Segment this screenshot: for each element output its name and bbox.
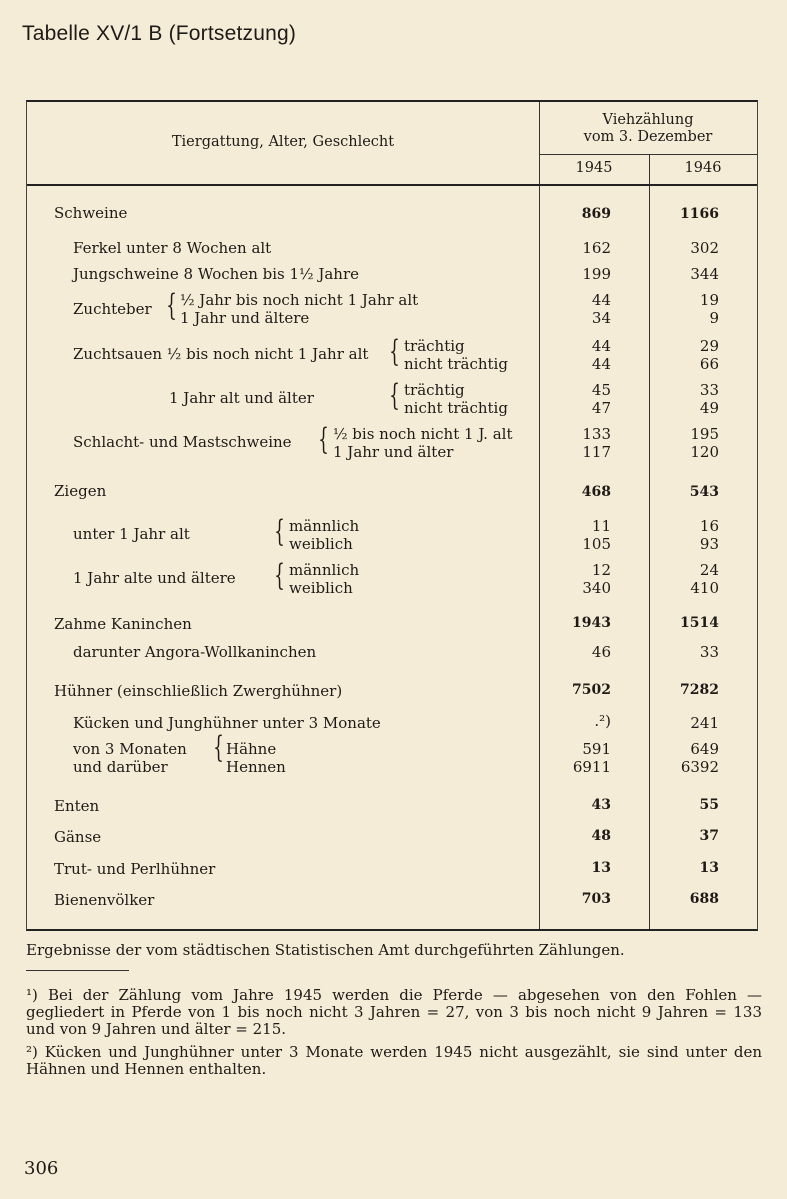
sub-label: nicht trächtig	[404, 399, 508, 417]
value-1945: 47	[591, 399, 611, 417]
header-group-line1: Viehzählung	[602, 112, 694, 128]
value-1946: 302	[690, 239, 719, 257]
value-1946: 16	[699, 517, 719, 535]
footnote-1	[26, 987, 762, 1038]
sub-label: weiblich	[289, 579, 353, 597]
footnote-2	[26, 1044, 762, 1078]
value-1946: 120	[690, 443, 719, 461]
source-note: Ergebnisse der vom städtischen Statistischen Amt durchgeführten Zählungen.	[26, 941, 625, 959]
value-1945: 44	[591, 291, 611, 309]
value-1946: 55	[699, 797, 719, 813]
sub-label: männlich	[289, 517, 360, 535]
header-year-1946: 1946	[684, 160, 722, 176]
brace-icon: {	[213, 730, 224, 765]
value-1946: 543	[689, 484, 719, 500]
value-1945: .²)	[594, 712, 611, 730]
value-1945: 48	[591, 828, 611, 844]
footnote-rule	[26, 970, 129, 971]
footnote-2-text: Kücken und Junghühner unter 3 Monate werden 1945 nicht ausgezählt, sie sind unter den Hähnen und Hennen enthalten.	[26, 1043, 762, 1078]
row-label-enten: Enten	[54, 797, 100, 815]
sub-label: nicht trächtig	[404, 355, 508, 373]
value-1945: 703	[581, 891, 611, 907]
value-1946: 1166	[680, 206, 719, 222]
row-label-huehner: Hühner (einschließlich Zwerghühner)	[54, 682, 343, 700]
value-1945: 44	[591, 355, 611, 373]
value-1945: 591	[582, 740, 611, 758]
value-1946: 24	[699, 561, 719, 579]
row-label-huehner-alt-2: und darüber	[73, 758, 168, 776]
row-label-bienen: Bienenvölker	[54, 891, 155, 909]
row-label-kaninchen: Zahme Kaninchen	[54, 615, 192, 633]
header-rule	[539, 154, 757, 155]
value-1946: 33	[699, 381, 719, 399]
row-label-zuchtsauen-alt: 1 Jahr alt und älter	[169, 389, 314, 407]
sub-label: ½ bis noch nicht 1 J. alt	[333, 425, 513, 443]
value-1945: 199	[582, 265, 611, 283]
row-label-huehner-alt: von 3 Monaten	[73, 740, 187, 758]
brace-icon: {	[274, 558, 285, 593]
brace-icon: {	[166, 288, 177, 323]
page-title: Tabelle XV/1 B (Fortsetzung)	[22, 22, 297, 45]
value-1946: 29	[699, 337, 719, 355]
value-1946: 344	[690, 265, 719, 283]
livestock-table	[26, 100, 758, 931]
header-col-label: Tiergattung, Alter, Geschlecht	[171, 134, 395, 150]
column-divider	[649, 154, 650, 929]
column-divider	[539, 102, 540, 929]
sub-label: trächtig	[404, 381, 465, 399]
value-1945: 162	[582, 239, 611, 257]
value-1946: 195	[690, 425, 719, 443]
value-1946: 688	[689, 891, 719, 907]
row-label-angora: darunter Angora-Wollkaninchen	[73, 643, 317, 661]
row-label-schlachtschweine: Schlacht- und Mastschweine	[73, 433, 292, 451]
row-label-ziegen: Ziegen	[54, 482, 107, 500]
header-rule	[27, 184, 757, 186]
value-1945: 105	[582, 535, 611, 553]
row-label-ferkel: Ferkel unter 8 Wochen alt	[73, 239, 272, 257]
value-1945: 117	[582, 443, 611, 461]
value-1946: 13	[699, 860, 719, 876]
value-1946: 241	[690, 714, 719, 732]
value-1946: 9	[709, 309, 719, 327]
value-1946: 7282	[680, 682, 719, 698]
value-1945: 7502	[572, 682, 611, 698]
footnote-1-mark: ¹)	[26, 986, 38, 1004]
row-label-ziegen-alt: 1 Jahr alte und ältere	[73, 569, 236, 587]
value-1945: 34	[591, 309, 611, 327]
value-1945: 133	[582, 425, 611, 443]
sub-label: trächtig	[404, 337, 465, 355]
value-1945: 45	[591, 381, 611, 399]
header-group-line2: vom 3. Dezember	[583, 129, 713, 145]
row-label-zuchteber: Zuchteber	[73, 300, 152, 318]
value-1945: 869	[581, 206, 611, 222]
sub-label: weiblich	[289, 535, 353, 553]
sub-label: Hähne	[226, 740, 277, 758]
value-1945: 43	[591, 797, 611, 813]
row-label-kuecken: Kücken und Junghühner unter 3 Monate	[73, 714, 381, 732]
brace-icon: {	[318, 422, 329, 457]
footnote-2-mark: ²)	[26, 1043, 38, 1061]
value-1945: 468	[581, 484, 611, 500]
value-1945: 340	[582, 579, 611, 597]
value-1946: 93	[699, 535, 719, 553]
value-1946: 1514	[680, 615, 719, 631]
brace-icon: {	[389, 334, 400, 369]
value-1945: 12	[591, 561, 611, 579]
value-1946: 649	[690, 740, 719, 758]
row-label-zuchtsauen: Zuchtsauen ½ bis noch nicht 1 Jahr alt	[73, 345, 369, 363]
value-1945: 46	[591, 643, 611, 661]
value-1946: 49	[699, 399, 719, 417]
row-label-schweine: Schweine	[54, 204, 128, 222]
value-1945: 6911	[572, 758, 611, 776]
value-1946: 19	[699, 291, 719, 309]
value-1946: 66	[699, 355, 719, 373]
value-1946: 37	[699, 828, 719, 844]
value-1945: 44	[591, 337, 611, 355]
value-1945: 13	[591, 860, 611, 876]
sub-label: 1 Jahr und älter	[333, 443, 454, 461]
sub-label: Hennen	[226, 758, 286, 776]
sub-label: ½ Jahr bis noch nicht 1 Jahr alt	[180, 291, 419, 309]
row-label-ziegen-jung: unter 1 Jahr alt	[73, 525, 190, 543]
row-label-gaense: Gänse	[54, 828, 102, 846]
value-1946: 6392	[680, 758, 719, 776]
row-label-truthuehner: Trut- und Perlhühner	[54, 860, 216, 878]
footnote-1-text: Bei der Zählung vom Jahre 1945 werden die Pferde — abgesehen von den Fohlen — gegliedert in Pferde von 1 bis noch nicht 3 Jahren = 27, von 3 bis noch nicht 9 Jahren = 133 und von 9 Jahren und älter = 215.	[26, 986, 762, 1038]
value-1946: 33	[699, 643, 719, 661]
row-label-jungschweine: Jungschweine 8 Wochen bis 1½ Jahre	[73, 265, 360, 283]
value-1945: 11	[591, 517, 611, 535]
header-year-1945: 1945	[575, 160, 613, 176]
sub-label: 1 Jahr und ältere	[180, 309, 310, 327]
page-number: 306	[24, 1158, 59, 1179]
value-1946: 410	[690, 579, 719, 597]
value-1945: 1943	[572, 615, 611, 631]
brace-icon: {	[389, 378, 400, 413]
brace-icon: {	[274, 514, 285, 549]
sub-label: männlich	[289, 561, 360, 579]
